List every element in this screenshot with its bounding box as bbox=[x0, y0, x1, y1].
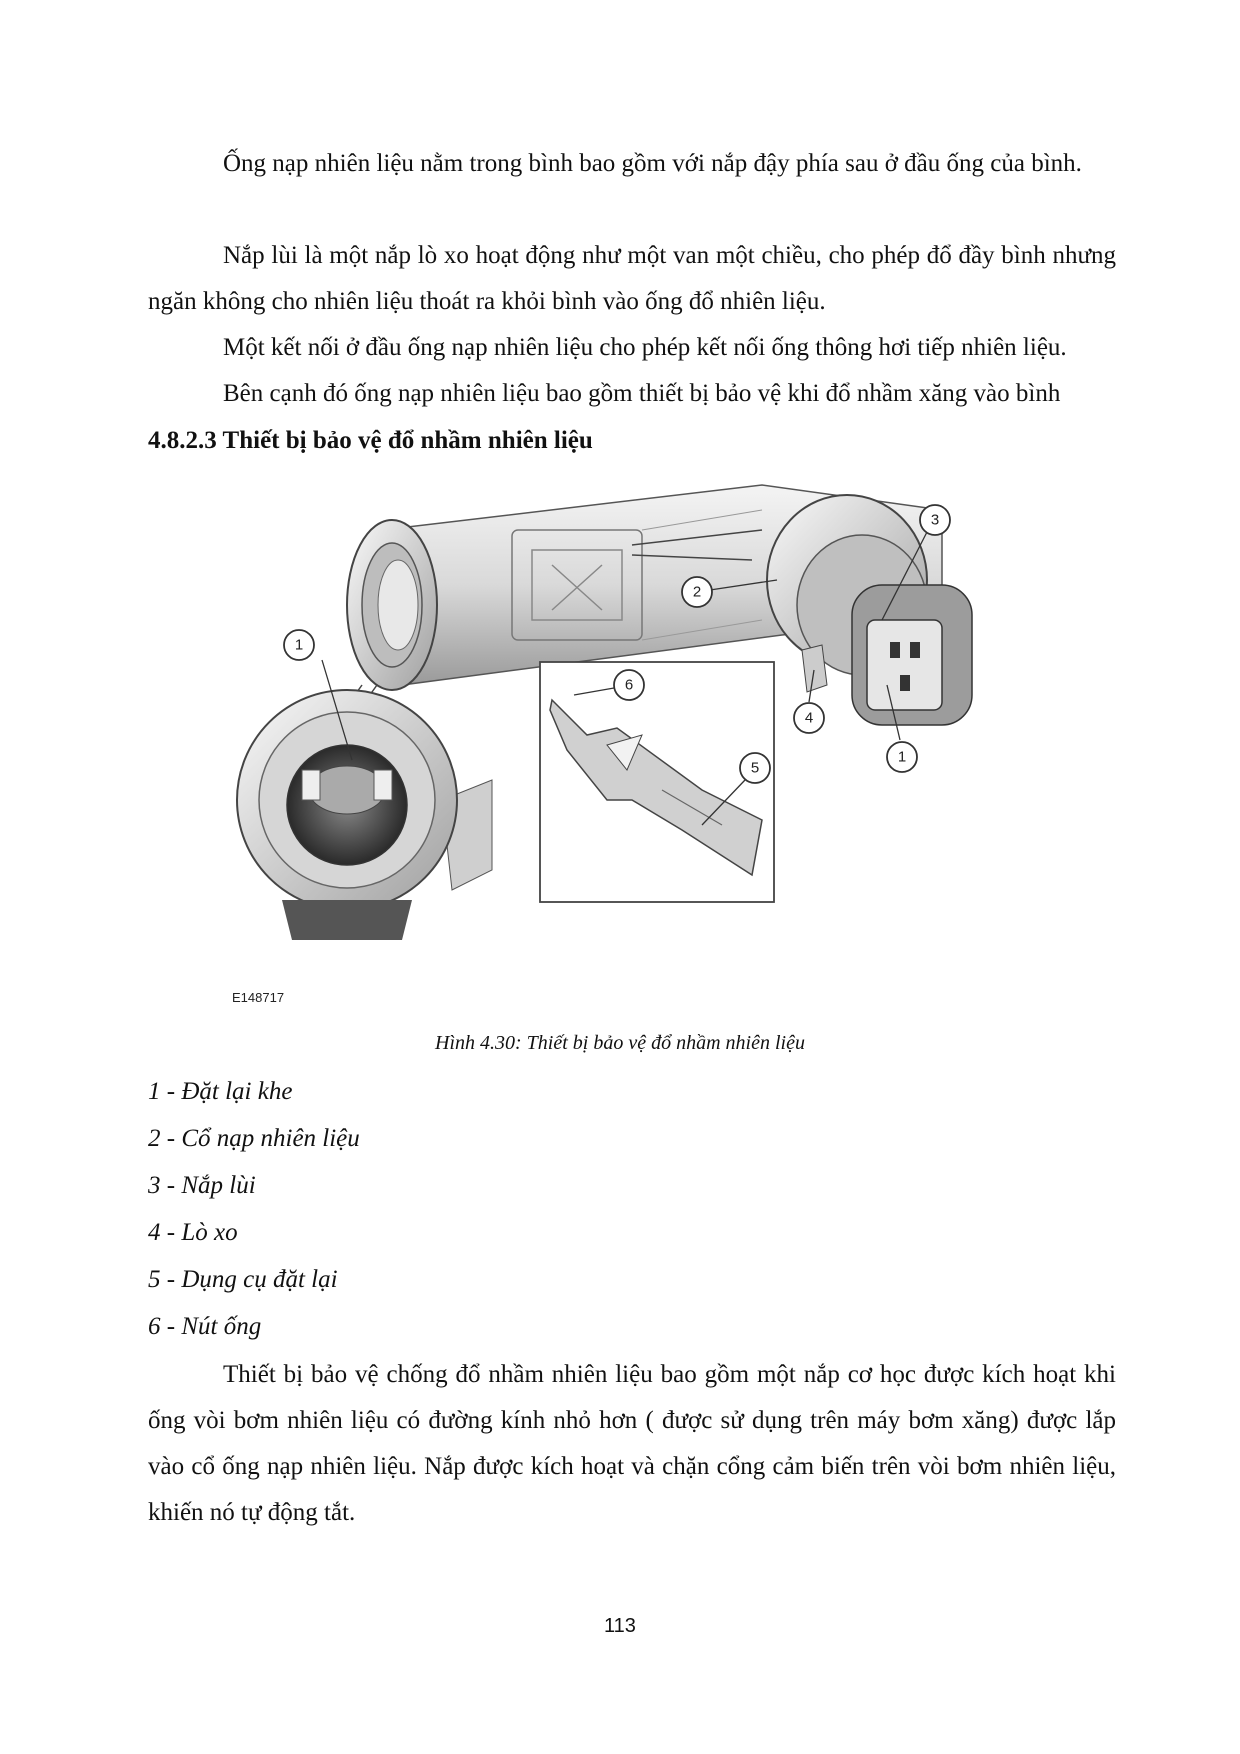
legend-item: 5 - Dụng cụ đặt lại bbox=[148, 1266, 338, 1293]
paragraph-closing: Thiết bị bảo vệ chống đổ nhầm nhiên liệu bao gồm một nắp cơ học được kích hoạt khi ống vòi bơm nhiên liệu có đường kính nhỏ hơn ( được sử dụng trên máy bơm xăng) được lắp vào cổ ống nạp nhiên liệu. Nắp được kích hoạt và chặn cổng cảm biến trên vòi bơm nhiên liệu, khiến nó tự động tắt. bbox=[148, 1361, 1116, 1526]
svg-text:2: 2 bbox=[692, 583, 702, 601]
figure-illustration bbox=[162, 470, 1112, 1018]
figure-caption: Hình 4.30: Thiết bị bảo vệ đổ nhầm nhiên liệu bbox=[435, 1032, 805, 1054]
svg-text:1: 1 bbox=[294, 636, 304, 654]
legend-item: 1 - Đặt lại khe bbox=[148, 1078, 293, 1105]
reset-tool-inset bbox=[540, 662, 774, 902]
paragraph-misfuel-protection: Bên cạnh đó ống nạp nhiên liệu bao gồm thiết bị bảo vệ khi đổ nhầm xăng vào bình bbox=[223, 380, 1061, 407]
legend-item: 4 - Lò xo bbox=[148, 1219, 238, 1246]
figure-legend bbox=[148, 1068, 360, 1350]
legend-item: 3 - Nắp lùi bbox=[148, 1172, 256, 1199]
misfuel-inhibitor-figure bbox=[162, 470, 1112, 1018]
svg-text:1: 1 bbox=[897, 748, 907, 766]
svg-text:3: 3 bbox=[930, 511, 940, 529]
section-heading: 4.8.2.3 Thiết bị bảo vệ đổ nhầm nhiên liệu bbox=[148, 427, 593, 454]
svg-text:4: 4 bbox=[804, 709, 814, 727]
paragraph-filler-pipe: Ống nạp nhiên liệu nằm trong bình bao gồm với nắp đậy phía sau ở đầu ống của bình. bbox=[223, 150, 1082, 177]
svg-text:6: 6 bbox=[624, 676, 634, 694]
legend-item: 6 - Nút ống bbox=[148, 1313, 262, 1340]
paragraph-vent-connection: Một kết nối ở đầu ống nạp nhiên liệu cho phép kết nối ống thông hơi tiếp nhiên liệu. bbox=[223, 334, 1067, 361]
page-number: 113 bbox=[604, 1615, 636, 1637]
svg-text:5: 5 bbox=[750, 759, 760, 777]
reset-slot-view bbox=[237, 690, 492, 940]
legend-item: 2 - Cổ nạp nhiên liệu bbox=[148, 1125, 360, 1152]
paragraph-check-valve: Nắp lùi là một nắp lò xo hoạt động như một van một chiều, cho phép đổ đầy bình nhưng ngăn không cho nhiên liệu thoát ra khỏi bình vào ống đổ nhiên liệu. bbox=[148, 242, 1116, 315]
figure-image-code: E148717 bbox=[232, 990, 285, 1005]
